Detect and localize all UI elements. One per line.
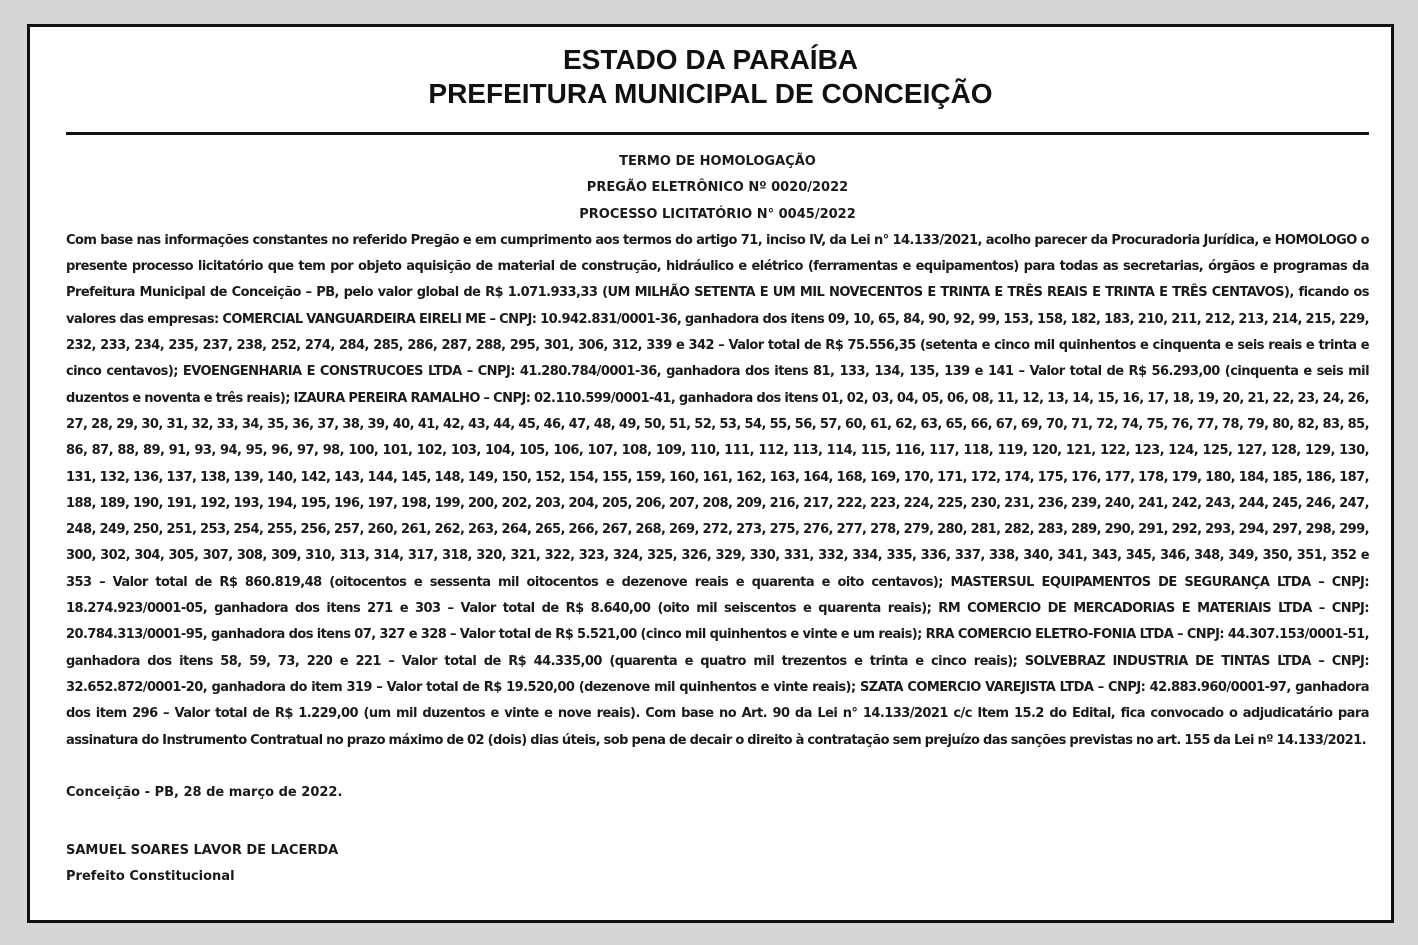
document-title: TERMO DE HOMOLOGAÇÃO xyxy=(619,154,816,169)
signatory-name: SAMUEL SOARES LAVOR DE LACERDA xyxy=(66,842,339,858)
document-heading xyxy=(66,149,1369,228)
document-content xyxy=(66,149,1369,890)
state-title: ESTADO DA PARAÍBA xyxy=(562,44,859,75)
header-divider xyxy=(66,132,1369,135)
document-page xyxy=(27,24,1394,923)
processo-number: PROCESSO LICITATÓRIO N° 0045/2022 xyxy=(579,206,856,222)
signatory-role: Prefeito Constitucional xyxy=(66,868,235,884)
homologation-text: Com base nas informações constantes no referido Pregão e em cumprimento aos termos do artigo 71, inciso IV, da Lei n° 14.133/2021, acolho parecer da Procuradoria Jurídica, e HOMOLOGO o presente processo licitatório que tem por objeto aquisição de material de construção, hidráulico e elétrico (ferramentas e equipamentos) para todas as secretarias, órgãos e programas da Prefeitura Municipal de Conceição – PB, pelo valor global de R$ 1.071.933,33 (UM MILHÃO SETENTA E UM MIL NOVECENTOS E TRINTA E TRÊS REAIS E TRINTA E TRÊS CENTAVOS), ficando os valores das empresas: COMERCIAL VANGUARDEIRA EIRELI ME – CNPJ: 10.942.831/0001-36, ganhadora dos itens 09, 10, 65, 84, 90, 92, 99, 153, 158, 182, 183, 210, 211, 212, 213, 214, 215, 229, 232, 233, 234, 235, 237, 238, 252, 274, 284, 285, 286, 287, 288, 295, 301, 306, 312, 339 e 342 – Valor total de R$ 75.556,35 (setenta e cinco mil quinhentos e cinquenta e seis reais e trinta e cinco centavos); EVOENGENHARIA E CONSTRUCOES LTDA – CNPJ: 41.280.784/0001-36, ganhadora dos itens 81, 133, 134, 135, 139 e 141 – Valor total de R$ 56.293,00 (cinquenta e seis mil duzentos e noventa e três reais); IZAURA PEREIRA RAMALHO – CNPJ: 02.110.599/0001-41, ganhadora dos itens 01, 02, 03, 04, 05, 06, 08, 11, 12, 13, 14, 15, 16, 17, 18, 19, 20, 21, 22, 23, 24, 26, 27, 28, 29, 30, 31, 32, 33, 34, 35, 36, 37, 38, 39, 40, 41, 42, 43, 44, 45, 46, 47, 48, 49, 50, 51, 52, 53, 54, 55, 56, 57, 60, 61, 62, 63, 65, 66, 67, 69, 70, 71, 72, 74, 75, 76, 77, 78, 79, 80, 82, 83, 85, 86, 87, 88, 89, 91, 93, 94, 95, 96, 97, 98, 100, 101, 102, 103, 104, 105, 106, 107, 108, 109, 110, 111, 112, 113, 114, 115, 116, 117, 118, 119, 120, 121, 122, 123, 124, 125, 127, 128, 129, 130, 131, 132, 136, 137, 138, 139, 140, 142, 143, 144, 145, 148, 149, 150, 152, 154, 155, 159, 160, 161, 162, 163, 164, 168, 169, 170, 171, 172, 174, 175, 176, 177, 178, 179, 180, 184, 185, 186, 187, 188, 189, 190, 191, 192, 193, 194, 195, 196, 197, 198, 199, 200, 202, 203, 204, 205, 206, 207, 208, 209, 216, 217, 222, 223, 224, 225, 230, 231, 236, 239, 240, 241, 242, 243, 244, 245, 246, 247, 248, 249, 250, 251, 253, 254, 255, 256, 257, 260, 261, 262, 263, 264, 265, 266, 267, 268, 269, 272, 273, 275, 276, 277, 278, 279, 280, 281, 282, 283, 289, 290, 291, 292, 293, 294, 297, 298, 299, 300, 302, 304, 305, 307, 308, 309, 310, 313, 314, 317, 318, 320, 321, 322, 323, 324, 325, 326, 329, 330, 331, 332, 334, 335, 336, 337, 338, 340, 341, 343, 345, 346, 348, 349, 350, 351, 352 e 353 – Valor total de R$ 860.819,48 (oitocentos e sessenta mil oitocentos e dezenove reais e quarenta e oito centavos); MASTERSUL EQUIPAMENTOS DE SEGURANÇA LTDA – CNPJ: 18.274.923/0001-05, ganhadora dos itens 271 e 303 – Valor total de R$ 8.640,00 (oito mil seiscentos e quarenta reais); RM COMERCIO DE MERCADORIAS E MATERIAIS LTDA – CNPJ: 20.784.313/0001-95, ganhadora dos itens 07, 327 e 328 – Valor total de R$ 5.521,00 (cinco mil quinhentos e vinte e um reais); RRA COMERCIO ELETRO-FONIA LTDA – CNPJ: 44.307.153/0001-51, ganhadora dos itens 58, 59, 73, 220 e 221 – Valor total de R$ 44.335,00 (quarenta e quatro mil trezentos e trinta e cinco reais); SOLVEBRAZ INDUSTRIA DE TINTAS LTDA – CNPJ: 32.652.872/0001-20, ganhadora do item 319 – Valor total de R$ 19.520,00 (dezenove mil quinhentos e vinte reais); SZATA COMERCIO VAREJISTA LTDA – CNPJ: 42.883.960/0001-97, ganhadora dos item 296 – Valor total de R$ 1.229,00 (um mil duzentos e vinte e nove reais). Com base no Art. 90 da Lei n° 14.133/2021 c/c Item 15.2 do Edital, fica convocado o adjudicatário para assinatura do Instrumento Contratual no prazo máximo de 02 (dois) dias úteis, sob pena de decair o direito à contratação sem prejuízo das sanções previstas no art. 155 da Lei nº 14.133/2021. xyxy=(66,232,1369,748)
place-date: Conceição - PB, 28 de março de 2022. xyxy=(66,784,343,800)
pregao-number: PREGÃO ELETRÔNICO Nº 0020/2022 xyxy=(586,180,849,196)
document-header xyxy=(30,43,1391,111)
signature-block xyxy=(66,838,1369,890)
municipality-title: PREFEITURA MUNICIPAL DE CONCEIÇÃO xyxy=(428,78,993,109)
